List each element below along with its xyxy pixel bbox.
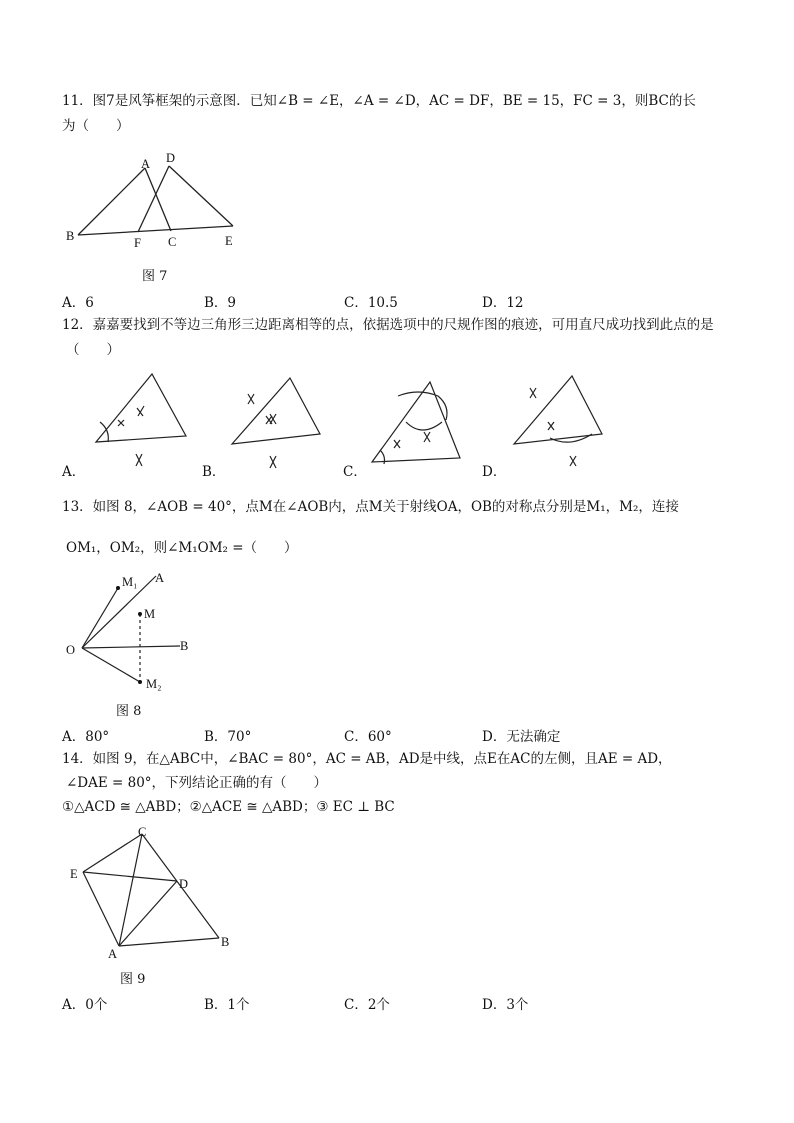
- q11-figure: [60, 148, 250, 258]
- q12-figure-a: [90, 370, 190, 470]
- q14-option-a[interactable]: A．0个: [62, 997, 108, 1013]
- q12-stem-line1: 12．嘉嘉要找到不等边三角形三边距离相等的点，依据选项中的尺规作图的痕迹，可用直尺成功找到此点的是: [62, 317, 714, 333]
- q14-stem-line1: 14．如图 9，在△ABC中，∠BAC = 80°，AC = AB，AD是中线，点E在AC的左侧，且AE = AD，: [62, 751, 672, 767]
- q13-stem-line1: 13．如图 8，∠AOB = 40°，点M在∠AOB内，点M关于射线OA，OB的对称点分别是M₁，M₂，连接: [62, 499, 679, 515]
- q13-label-m2: M₂: [146, 677, 162, 691]
- q11-stem-line2: 为（ ）: [62, 118, 130, 134]
- q12-stem-line2: （ ）: [66, 342, 120, 358]
- q12-option-d[interactable]: D．: [482, 464, 507, 480]
- q14-stem-line3: ①△ACD ≅ △ABD；②△ACE ≅ △ABD；③ EC ⊥ BC: [62, 799, 395, 815]
- q14-label-c: C: [138, 825, 147, 839]
- q12-figure-c: [368, 378, 468, 468]
- q13-option-a[interactable]: A．80°: [62, 729, 110, 745]
- q12-option-c[interactable]: C．: [343, 464, 367, 480]
- q13-label-o: O: [66, 643, 76, 657]
- q13-figure-caption: 图 8: [116, 704, 142, 719]
- q13-option-c[interactable]: C．60°: [344, 729, 392, 745]
- q12-figure-d: [510, 372, 610, 472]
- q13-label-b: B: [180, 639, 189, 653]
- q11-label-d: D: [166, 151, 176, 165]
- q12-figure-b: [228, 376, 328, 476]
- q14-figure: [64, 824, 244, 964]
- q14-option-b[interactable]: B．1个: [204, 997, 250, 1013]
- q13-option-d[interactable]: D．无法确定: [482, 729, 561, 745]
- q13-label-a: A: [155, 571, 165, 585]
- q14-label-e: E: [70, 867, 78, 881]
- q14-label-d: D: [179, 877, 189, 891]
- q11-option-a[interactable]: A．6: [62, 295, 94, 311]
- q13-figure: [60, 570, 210, 700]
- q14-option-d[interactable]: D．3个: [482, 997, 529, 1013]
- q11-option-c[interactable]: C．10.5: [344, 295, 398, 311]
- q12-option-b[interactable]: B．: [202, 464, 226, 480]
- q13-option-b[interactable]: B．70°: [204, 729, 252, 745]
- q11-option-b[interactable]: B．9: [204, 295, 237, 311]
- q14-stem-line2: ∠DAE = 80°，下列结论正确的有（ ）: [66, 775, 328, 791]
- q12-option-a[interactable]: A．: [62, 464, 86, 480]
- q11-figure-caption: 图 7: [142, 269, 168, 284]
- q11-label-f: F: [134, 236, 141, 250]
- q11-label-c: C: [168, 235, 177, 249]
- q14-option-c[interactable]: C．2个: [344, 997, 390, 1013]
- q11-label-e: E: [225, 234, 233, 248]
- q13-label-m1: M₁: [122, 575, 138, 589]
- q14-figure-caption: 图 9: [120, 972, 146, 987]
- q11-option-d[interactable]: D．12: [482, 295, 524, 311]
- q11-label-a: A: [141, 157, 151, 171]
- q14-label-a: A: [108, 947, 118, 961]
- q14-label-b: B: [221, 935, 230, 949]
- q11-stem-line1: 11．图7是风筝框架的示意图．已知∠B = ∠E，∠A = ∠D，AC = DF，BE = 15，FC = 3，则BC的长: [62, 93, 696, 109]
- q13-stem-line2: OM₁，OM₂，则∠M₁OM₂ =（ ）: [66, 540, 298, 556]
- q11-label-b: B: [66, 229, 75, 243]
- q13-label-m: M: [144, 607, 156, 621]
